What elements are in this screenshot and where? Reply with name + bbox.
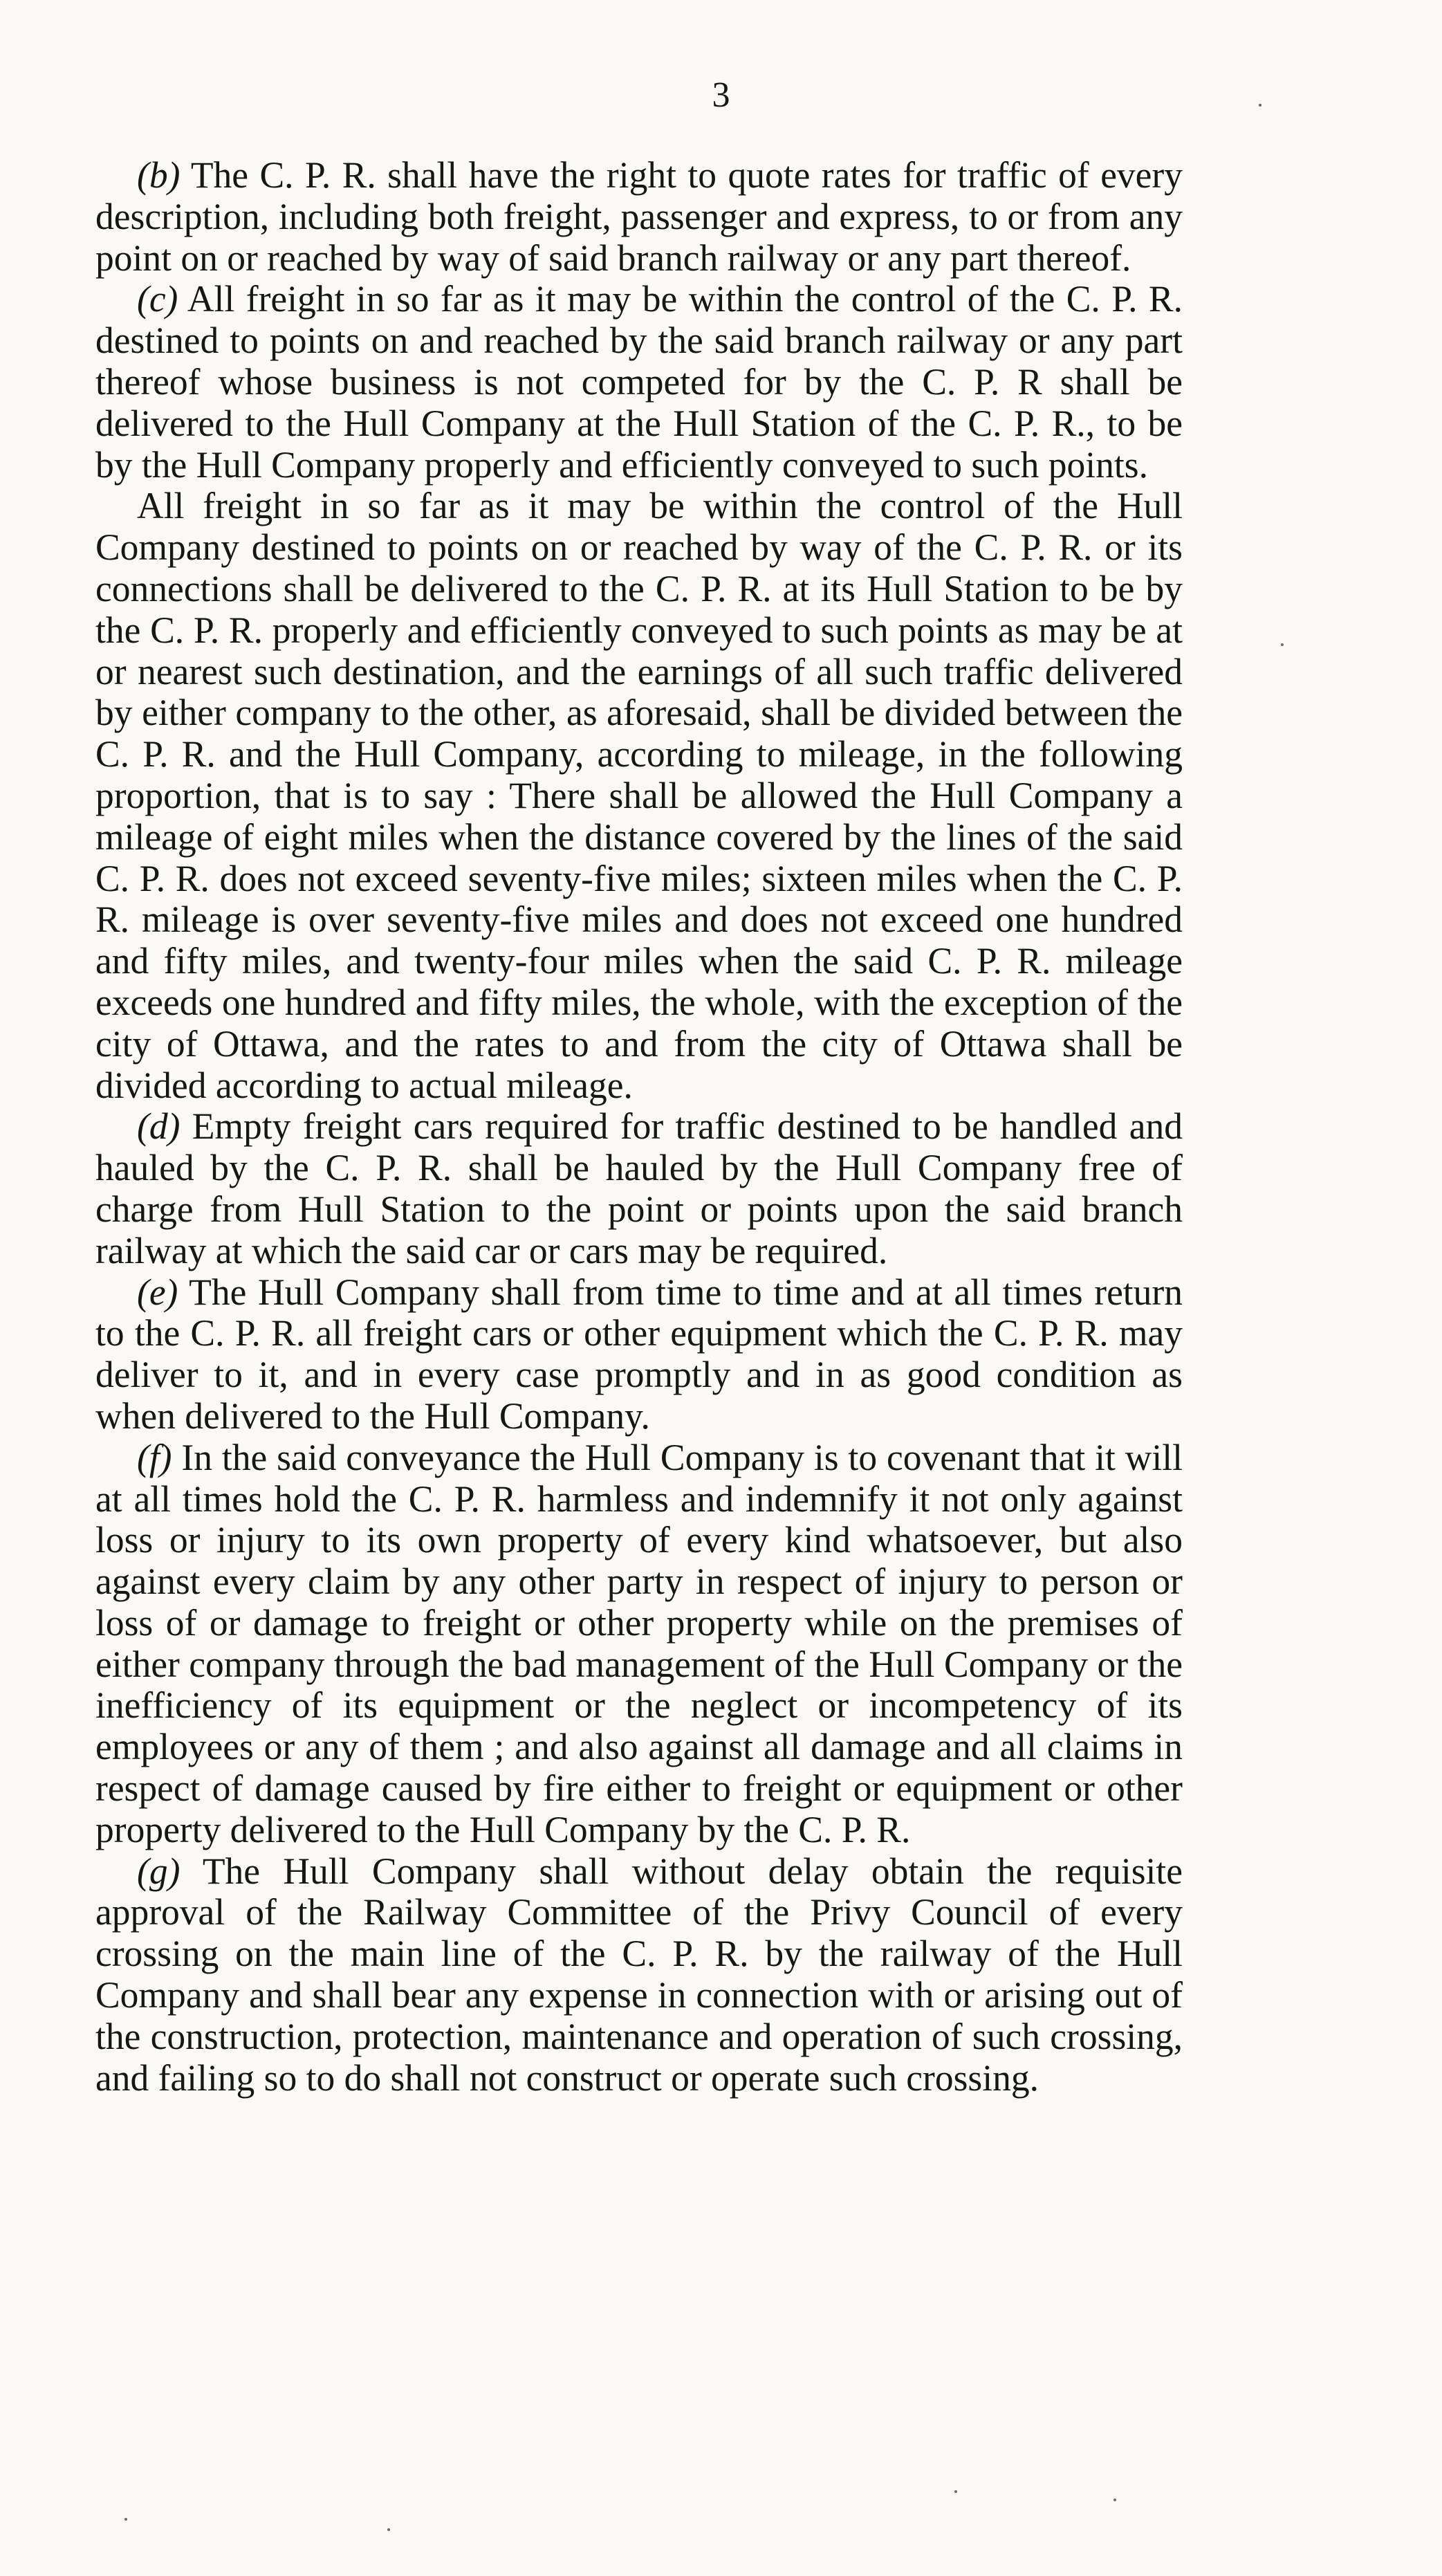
print-speck (1259, 104, 1261, 107)
paragraph-text-c: All freight in so far as it may be within the control of the C. P. R. destined to points on and reached by the said branch railway or any part thereof whose business is not competed for by the C. P. R shall be delivered to the Hull Company at the Hull Station of the C. P. R., to be by the Hull Company properly and efficiently conveyed to such points. (95, 278, 1183, 486)
paragraph-text-f: In the said conveyance the Hull Company is to covenant that it will at all times hold the C. P. R. harmless and indemnify it not only against loss or injury to its own property of every kind whatsoever, but also against every claim by any other party in respect of injury to person or loss of or damage to freight or other property while on the premises of either company through the bad management of the Hull Company or the inefficiency of its equipment or the neglect or incompetency of its employees or any of them ; and also against all damage and all claims in respect of damage caused by fire either to freight or equipment or other property delivered to the Hull Company by the C. P. R. (95, 1436, 1183, 1850)
clause-marker-c: (c) (137, 278, 178, 320)
print-speck (954, 2490, 957, 2493)
paragraph-text-d: Empty freight cars required for traffic destined to be handled and hauled by the C. P. R. shall be hauled by the Hull Company free of charge from Hull Station to the point or points upon the said branch railway at which the said car or cars may be required. (95, 1105, 1183, 1271)
print-speck (124, 2518, 127, 2521)
paragraph-text-b: The C. P. R. shall have the right to quote rates for traffic of every description, including both freight, passenger and express, to or from any point on or reached by way of said branch railway or any part thereof. (95, 154, 1183, 279)
clause-marker-b: (b) (137, 154, 181, 196)
paragraph-g (95, 1851, 1183, 2099)
print-speck (387, 2528, 390, 2531)
clause-marker-e: (e) (137, 1271, 178, 1313)
paragraph-c-continued (95, 486, 1183, 1106)
paragraph-c (95, 279, 1183, 486)
paragraph-e (95, 1272, 1183, 1437)
clause-marker-g: (g) (137, 1850, 181, 1892)
clause-marker-f: (f) (137, 1436, 172, 1478)
print-speck (1113, 2499, 1116, 2501)
paragraph-d (95, 1106, 1183, 1271)
paragraph-text-g: The Hull Company shall without delay obtain the requisite approval of the Railway Committee of the Privy Council of every crossing on the main line of the C. P. R. by the railway of the Hull Company and shall bear any expense in connection with or arising out of the construction, protection, maintenance and operation of such crossing, and failing so to do shall not construct or operate such crossing. (95, 1850, 1183, 2099)
paragraph-text-e: The Hull Company shall from time to time and at all times return to the C. P. R. all freight cars or other equipment which the C. P. R. may deliver to it, and in every case promptly and in as good condition as when delivered to the Hull Company. (95, 1271, 1183, 1437)
paragraph-b (95, 155, 1183, 279)
document-body (95, 155, 1183, 2099)
print-speck (1281, 643, 1284, 646)
clause-marker-d: (d) (137, 1105, 181, 1148)
page-number: 3 (712, 75, 730, 115)
paragraph-text-c-continued: All freight in so far as it may be within the control of the Hull Company destined to points on or reached by way of the C. P. R. or its connections shall be delivered to the C. P. R. at its Hull Station to be by the C. P. R. properly and efficiently conveyed to such points as may be at or nearest such destination, and the earnings of all such traffic delivered by either company to the other, as aforesaid, shall be divided between the C. P. R. and the Hull Company, according to mileage, in the following proportion, that is to say : There shall be allowed the Hull Company a mileage of eight miles when the distance covered by the lines of the said C. P. R. does not exceed seventy-five miles; sixteen miles when the C. P. R. mileage is over seventy-five miles and does not exceed one hundred and fifty miles, and twenty-four miles when the said C. P. R. mileage exceeds one hundred and fifty miles, the whole, with the exception of the city of Ottawa, and the rates to and from the city of Ottawa shall be divided according to actual mileage. (95, 485, 1183, 1106)
paragraph-f (95, 1437, 1183, 1851)
